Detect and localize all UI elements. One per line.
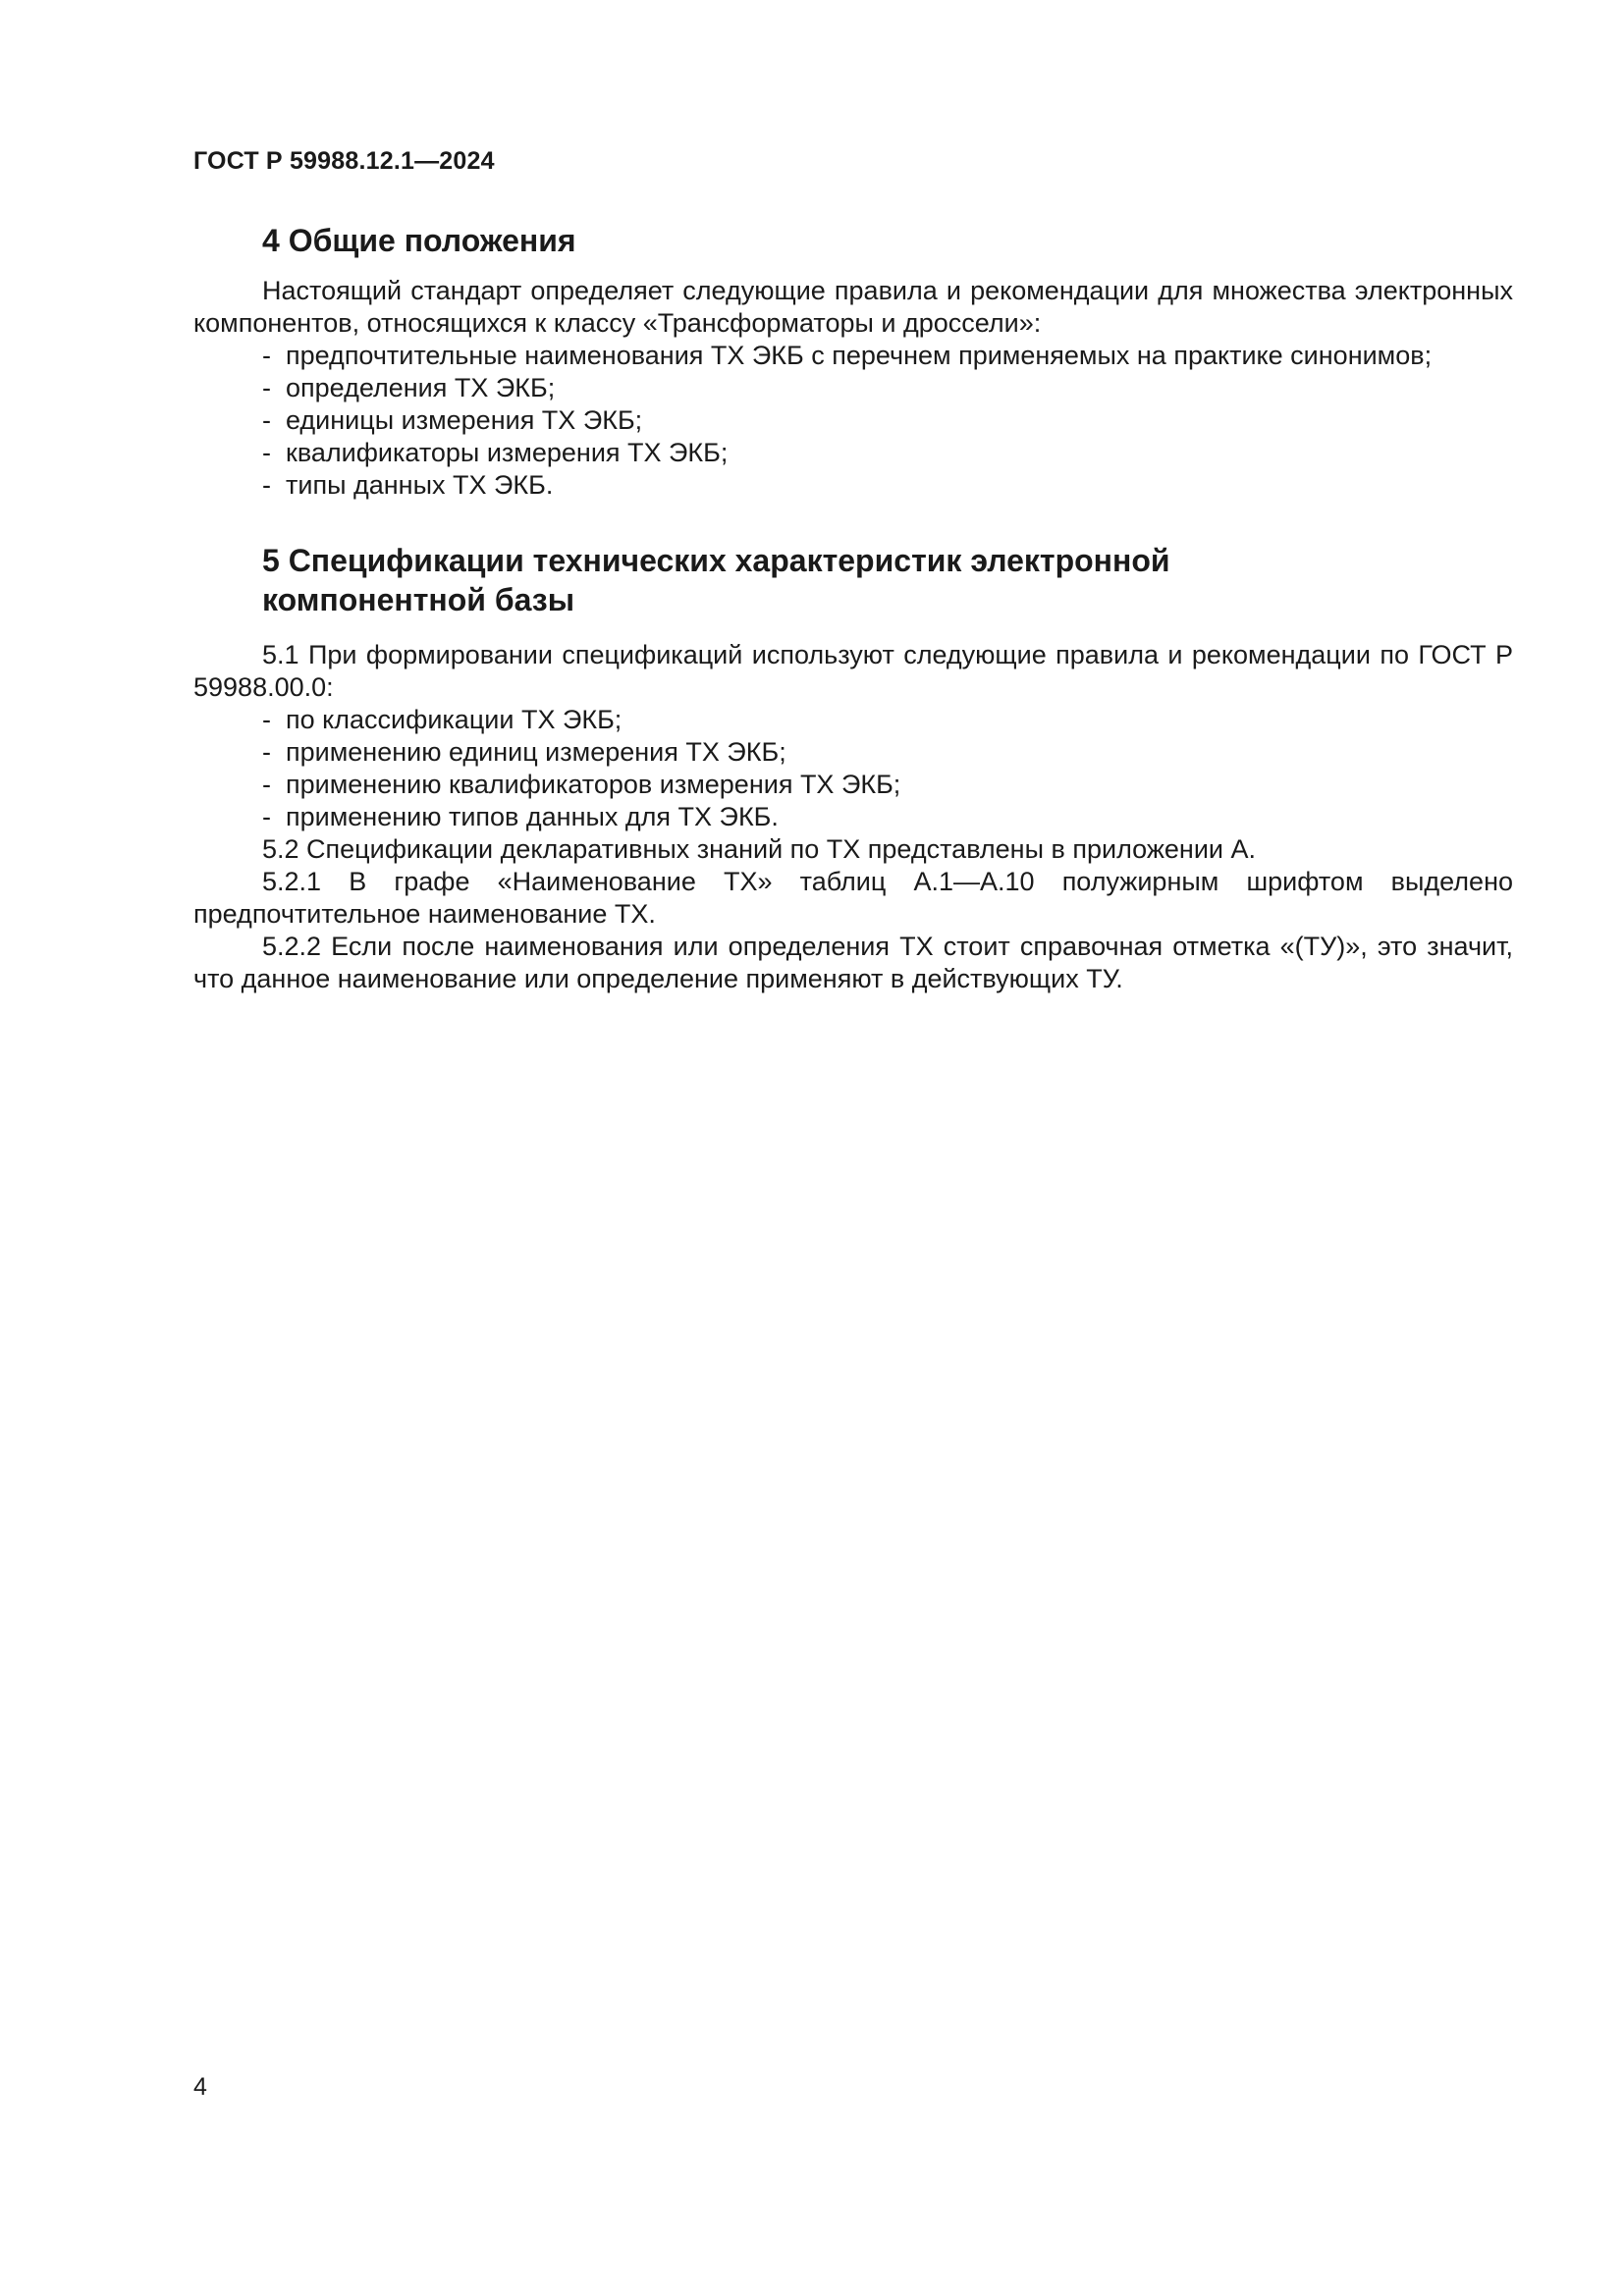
section-4-list	[193, 340, 1513, 502]
paragraph-5-1: 5.1 При формировании спецификаций используют следующие правила и рекомендации по ГОСТ Р 59988.00.0:	[193, 640, 1513, 702]
paragraph-5-2-1: 5.2.1 В графе «Наименование ТХ» таблиц А.1—А.10 полужирным шрифтом выделено предпочтительное наименование ТХ.	[193, 867, 1513, 929]
section-4-heading: 4 Общие положения	[262, 223, 576, 258]
list-item: - применению единиц измерения ТХ ЭКБ;	[193, 736, 1513, 769]
section-5-heading-line-2: компонентной базы	[262, 582, 575, 617]
paragraph-5-2: 5.2 Спецификации декларативных знаний по ТХ представлены в приложении А.	[262, 834, 1256, 864]
page-number: 4	[193, 2073, 207, 2101]
section-5-heading	[193, 541, 1513, 619]
section-5-list	[193, 704, 1513, 833]
list-item: - квалификаторы измерения ТХ ЭКБ;	[193, 437, 1513, 469]
list-item: - единицы измерения ТХ ЭКБ;	[193, 404, 1513, 437]
page-content	[193, 221, 1513, 995]
list-item: - по классификации ТХ ЭКБ;	[193, 704, 1513, 736]
section-4-intro-paragraph: Настоящий стандарт определяет следующие правила и рекомендации для множества электронных компонентов, относящихся к классу «Трансформаторы и дроссели»:	[193, 276, 1513, 338]
paragraph-5-2-2: 5.2.2 Если после наименования или определения ТХ стоит справочная отметка «(ТУ)», это значит, что данное наименование или определение применяют в действующих ТУ.	[193, 932, 1513, 993]
list-item: - определения ТХ ЭКБ;	[193, 372, 1513, 404]
list-item: - применению типов данных для ТХ ЭКБ.	[193, 801, 1513, 833]
document-code-header: ГОСТ Р 59988.12.1—2024	[193, 147, 495, 175]
list-item: - применению квалификаторов измерения ТХ ЭКБ;	[193, 769, 1513, 801]
list-item: - предпочтительные наименования ТХ ЭКБ с перечнем применяемых на практике синонимов;	[193, 340, 1513, 372]
section-5-heading-line-1: 5 Спецификации технических характеристик электронной	[262, 543, 1170, 578]
list-item: - типы данных ТХ ЭКБ.	[193, 469, 1513, 502]
